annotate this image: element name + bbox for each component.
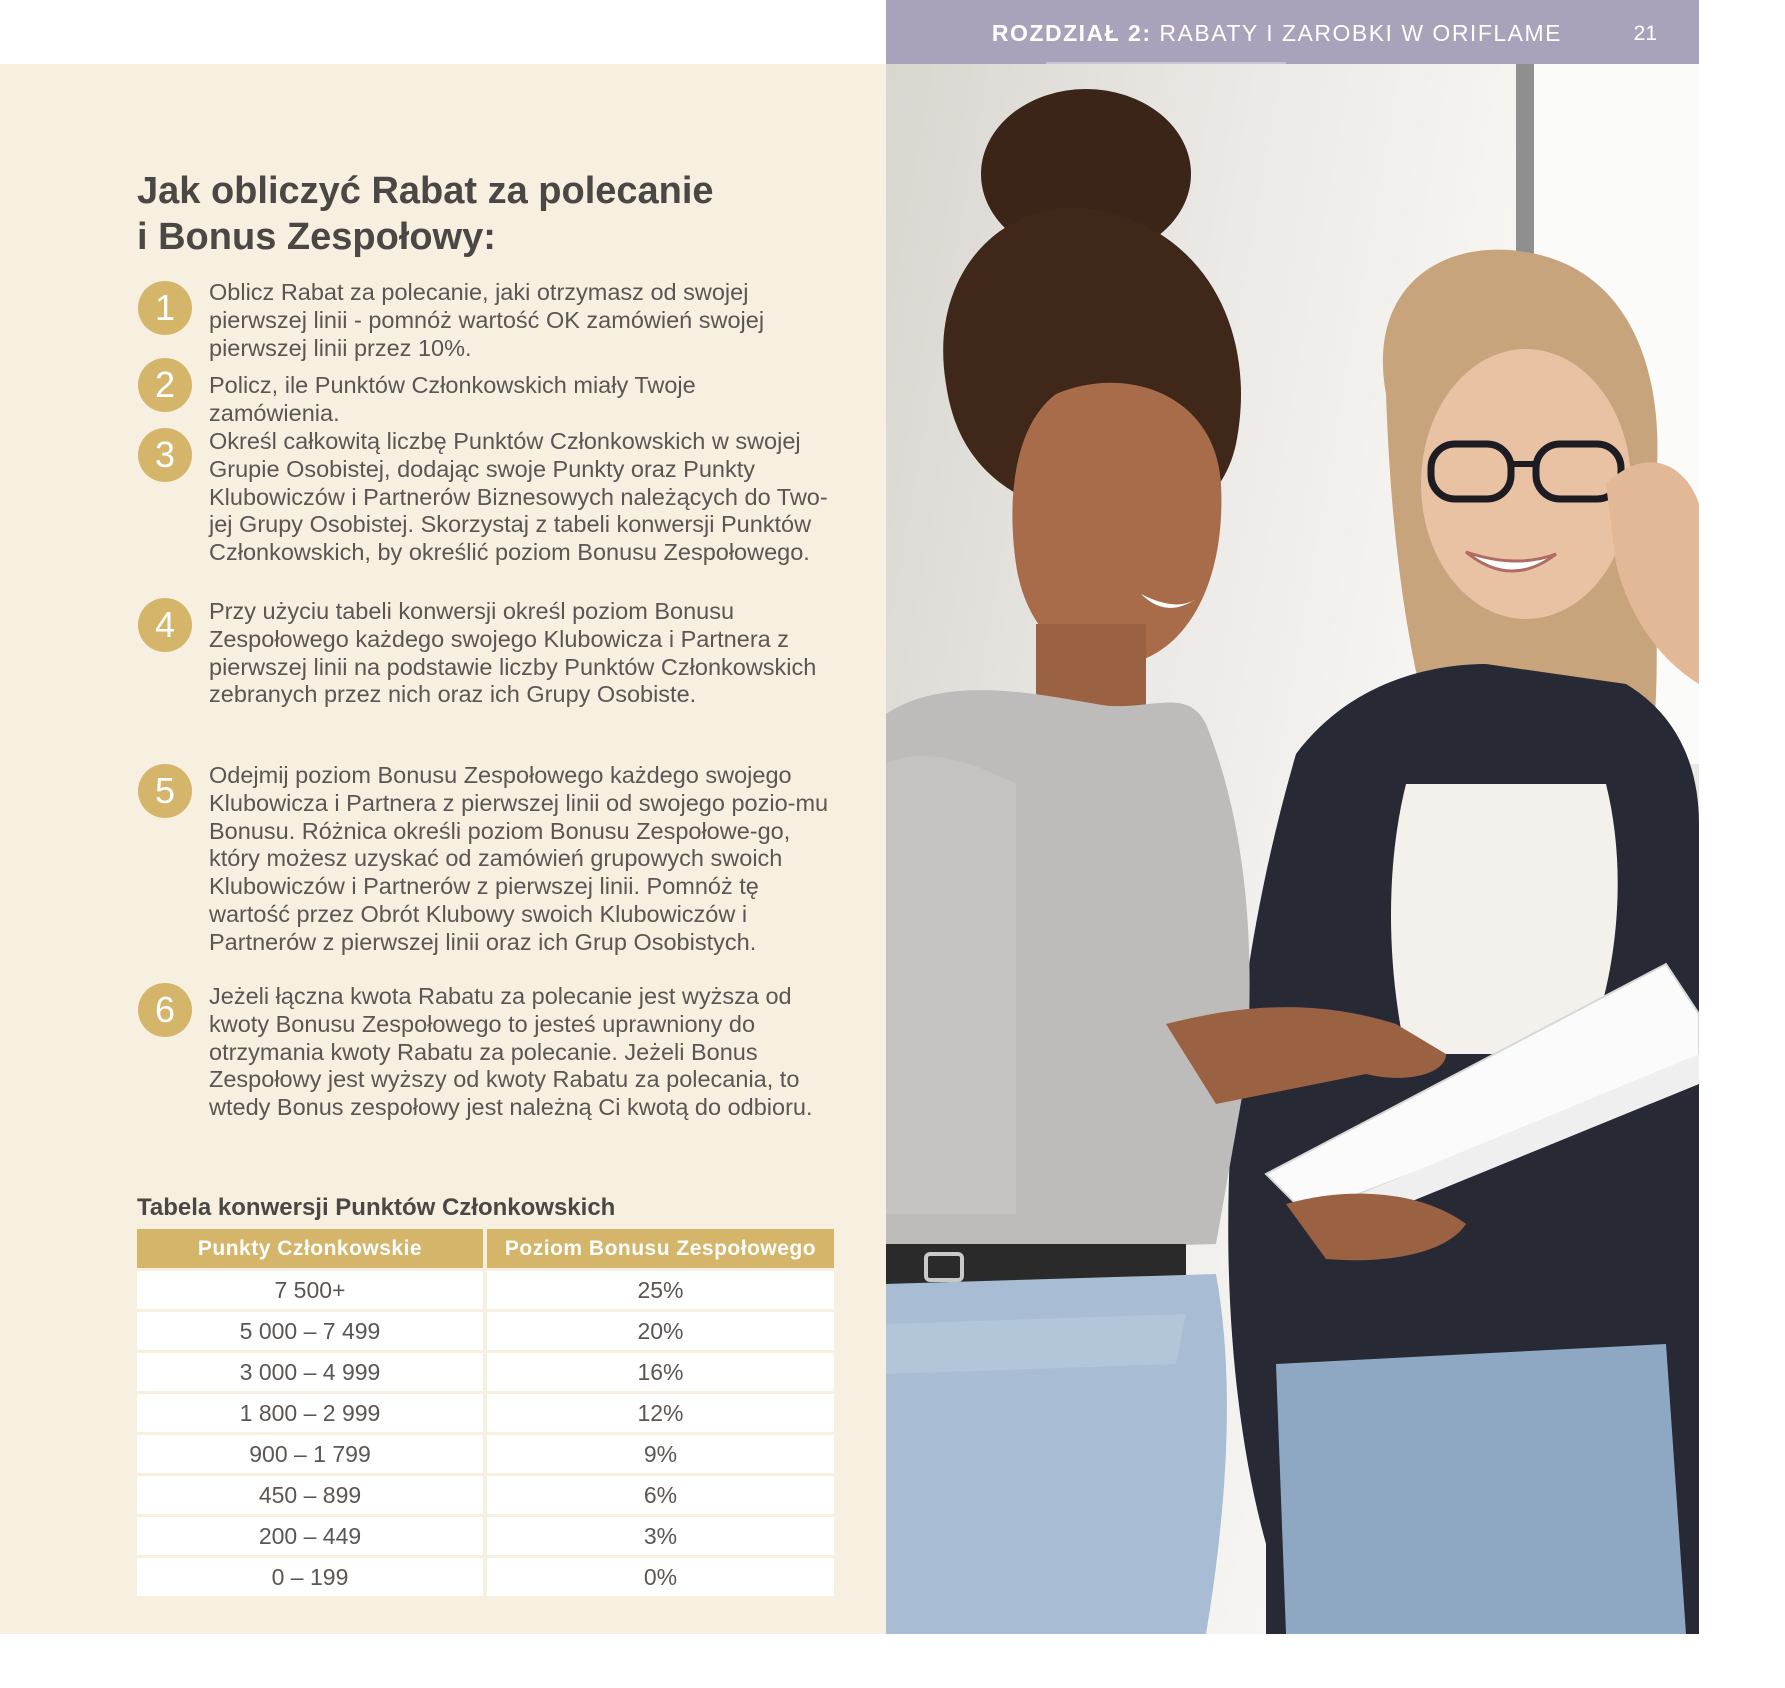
points-range-cell: 7 500+ xyxy=(137,1270,485,1311)
conversion-table xyxy=(137,1229,834,1596)
bonus-level-cell: 9% xyxy=(485,1434,834,1475)
step-text: Przy użyciu tabeli konwersji określ poziom Bonusu Zespołowego każdego swojego Klubowicza i Partnera z pierwszej linii na podstawie liczby Punktów Członkowskich zebranych przez nich oraz ich Grupy Osobiste. xyxy=(209,598,817,708)
conversion-table-title: Tabela konwersji Punktów Członkowskich xyxy=(137,1194,616,1221)
step-text: Określ całkowitą liczbę Punktów Członkowskich w swojej Grupie Osobistej, dodając swoje Punkty oraz Punkty Klubowiczów i Partnerów Biznesowych należących do Two-jej Grupy Osobistej. Skorzystaj z tabeli konwersji Punktów Członkowskich, by określić poziom Bonusu Zespołowego. xyxy=(209,428,828,566)
table-row xyxy=(137,1270,834,1311)
points-range-cell: 5 000 – 7 499 xyxy=(137,1311,485,1352)
title-line-2: i Bonus Zespołowy: xyxy=(137,216,496,258)
step-text: Odejmij poziom Bonusu Zespołowego każdego swojego Klubowicza i Partnera z pierwszej linii od swojego pozio-mu Bonusu. Różnica określi poziom Bonusu Zespołowe-go, który możesz uzyskać od zamówień grupowych swoich Klubowiczów i Partnerów z pierwszej linii. Pomnóż tę wartość przez Obrót Klubowy swoich Klubowiczów i Partnerów z pierwszej linii oraz ich Grup Osobistych. xyxy=(209,762,829,955)
bonus-level-cell: 3% xyxy=(485,1516,834,1557)
step-number-badge: 3 xyxy=(138,428,192,482)
table-row xyxy=(137,1475,834,1516)
points-range-cell: 900 – 1 799 xyxy=(137,1434,485,1475)
column-header-points: Punkty Członkowskie xyxy=(137,1229,485,1270)
table-row xyxy=(137,1516,834,1557)
table-row xyxy=(137,1434,834,1475)
photo-two-women-reading-document xyxy=(886,64,1699,1634)
bonus-level-cell: 20% xyxy=(485,1311,834,1352)
bonus-level-cell: 25% xyxy=(485,1270,834,1311)
table-row xyxy=(137,1311,834,1352)
bonus-level-cell: 12% xyxy=(485,1393,834,1434)
page-title xyxy=(137,168,777,260)
chapter-number: ROZDZIAŁ 2: xyxy=(991,20,1152,46)
table-row xyxy=(137,1557,834,1597)
column-header-bonus-level: Poziom Bonusu Zespołowego xyxy=(485,1229,834,1270)
title-line-1: Jak obliczyć Rabat za polecanie xyxy=(137,170,714,212)
page-number: 21 xyxy=(1633,22,1657,45)
step-number-badge: 4 xyxy=(138,598,192,652)
points-range-cell: 1 800 – 2 999 xyxy=(137,1393,485,1434)
step-number-badge: 5 xyxy=(138,764,192,818)
step-number-badge: 1 xyxy=(138,281,192,335)
chapter-title xyxy=(992,20,1562,47)
bonus-level-cell: 16% xyxy=(485,1352,834,1393)
bonus-level-cell: 0% xyxy=(485,1557,834,1597)
bonus-level-cell: 6% xyxy=(485,1475,834,1516)
step-text: Jeżeli łączna kwota Rabatu za polecanie jest wyższa od kwoty Bonusu Zespołowego to jesteś uprawniony do otrzymania kwoty Rabatu za polecanie. Jeżeli Bonus Zespołowy jest wyższy od kwoty Rabatu za polecania, to wtedy Bonus zespołowy jest należną Ci kwotą do odbioru. xyxy=(209,983,813,1121)
step-number-badge: 6 xyxy=(138,983,192,1037)
step-number-badge: 2 xyxy=(138,358,192,412)
points-range-cell: 0 – 199 xyxy=(137,1557,485,1597)
table-row xyxy=(137,1352,834,1393)
step-text: Oblicz Rabat za polecanie, jaki otrzymasz od swojej pierwszej linii - pomnóż wartość OK zamówień swojej pierwszej linii przez 10%. xyxy=(209,279,765,361)
table-row xyxy=(137,1393,834,1434)
step-text: Policz, ile Punktów Członkowskich miały Twoje zamówienia. xyxy=(209,372,696,426)
table-header-row xyxy=(137,1229,834,1270)
points-range-cell: 3 000 – 4 999 xyxy=(137,1352,485,1393)
chapter-header-bar xyxy=(886,0,1699,64)
points-range-cell: 450 – 899 xyxy=(137,1475,485,1516)
points-range-cell: 200 – 449 xyxy=(137,1516,485,1557)
photo-illustration xyxy=(886,64,1699,1634)
chapter-name: RABATY I ZAROBKI W ORIFLAME xyxy=(1159,20,1562,46)
